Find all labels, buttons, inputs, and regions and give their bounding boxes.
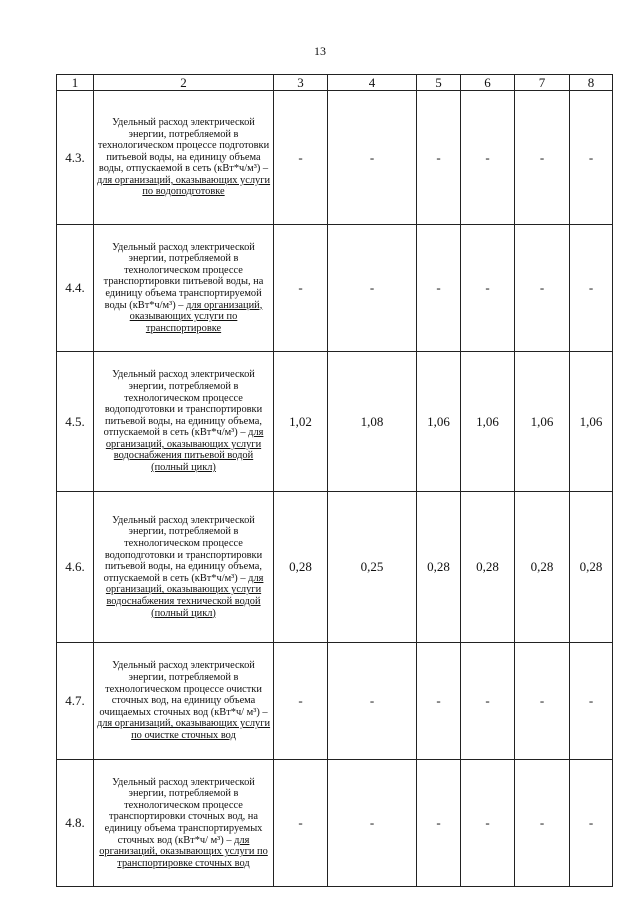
value-cell: - xyxy=(461,91,515,225)
row-number: 4.3. xyxy=(57,91,94,225)
value-cell: - xyxy=(515,643,570,760)
header-col-2: 2 xyxy=(94,75,274,91)
header-col-3: 3 xyxy=(274,75,328,91)
table-row xyxy=(57,91,613,225)
value-cell: 0,28 xyxy=(515,492,570,643)
value-cell: - xyxy=(461,643,515,760)
value-cell: - xyxy=(417,91,461,225)
value-cell: - xyxy=(417,643,461,760)
value-cell: - xyxy=(515,91,570,225)
value-cell: - xyxy=(328,225,417,352)
table-row xyxy=(57,760,613,887)
value-cell: 0,28 xyxy=(274,492,328,643)
table-row xyxy=(57,225,613,352)
value-cell: 1,06 xyxy=(570,352,613,492)
header-col-8: 8 xyxy=(570,75,613,91)
header-col-6: 6 xyxy=(461,75,515,91)
value-cell: - xyxy=(515,760,570,887)
value-cell: - xyxy=(274,643,328,760)
value-cell: 1,06 xyxy=(461,352,515,492)
value-cell: - xyxy=(570,91,613,225)
value-cell: 1,06 xyxy=(417,352,461,492)
table-row xyxy=(57,643,613,760)
header-col-5: 5 xyxy=(417,75,461,91)
row-number: 4.5. xyxy=(57,352,94,492)
header-col-1: 1 xyxy=(57,75,94,91)
value-cell: - xyxy=(515,225,570,352)
value-cell: - xyxy=(417,760,461,887)
row-number: 4.8. xyxy=(57,760,94,887)
row-description: Удельный расход электрической энергии, потребляемой в технологическом процессе транспортировки сточных вод, на единицу объема транспортируемых сточных вод (кВт*ч/ м³) – для организаций, оказывающих услуги по транспортировке сточных вод xyxy=(94,760,274,887)
value-cell: - xyxy=(570,225,613,352)
value-cell: - xyxy=(274,760,328,887)
value-cell: 0,28 xyxy=(570,492,613,643)
value-cell: 0,25 xyxy=(328,492,417,643)
table-row xyxy=(57,492,613,643)
value-cell: - xyxy=(570,643,613,760)
row-description: Удельный расход электрической энергии, потребляемой в технологическом процессе водоподготовки и транспортировки питьевой воды, на единицу объема, отпускаемой в сеть (кВт*ч/м³) – для организаций, оказывающих услуги водоснабжения питьевой водой (полный цикл) xyxy=(94,352,274,492)
table-header-row xyxy=(57,75,613,91)
value-cell: - xyxy=(417,225,461,352)
value-cell: 0,28 xyxy=(461,492,515,643)
value-cell: - xyxy=(328,643,417,760)
row-description: Удельный расход электрической энергии, потребляемой в технологическом процессе водоподготовки и транспортировки питьевой воды, на единицу объема, отпускаемой в сеть (кВт*ч/м³) – для организаций, оказывающих услуги водоснабжения технической водой (полный цикл) xyxy=(94,492,274,643)
row-number: 4.7. xyxy=(57,643,94,760)
row-description: Удельный расход электрической энергии, потребляемой в технологическом процессе подготовки питьевой воды, на единицу объема воды, отпускаемой в сеть (кВт*ч/м³) – для организаций, оказывающих услуги по водоподготовке xyxy=(94,91,274,225)
header-col-4: 4 xyxy=(328,75,417,91)
value-cell: - xyxy=(274,225,328,352)
row-description: Удельный расход электрической энергии, потребляемой в технологическом процессе транспортировки питьевой воды, на единицу объема транспортируемой воды (кВт*ч/м³) – для организаций, оказывающих услуги по транспортировке xyxy=(94,225,274,352)
page-number: 13 xyxy=(314,44,326,58)
table-row xyxy=(57,352,613,492)
value-cell: - xyxy=(328,760,417,887)
value-cell: 1,08 xyxy=(328,352,417,492)
value-cell: 0,28 xyxy=(417,492,461,643)
row-number: 4.6. xyxy=(57,492,94,643)
value-cell: - xyxy=(274,91,328,225)
value-cell: - xyxy=(461,760,515,887)
header-col-7: 7 xyxy=(515,75,570,91)
indicator-table xyxy=(56,74,613,887)
value-cell: - xyxy=(328,91,417,225)
row-number: 4.4. xyxy=(57,225,94,352)
value-cell: 1,06 xyxy=(515,352,570,492)
row-description: Удельный расход электрической энергии, потребляемой в технологическом процессе очистки сточных вод, на единицу объема очищаемых сточных вод (кВт*ч/ м³) – для организаций, оказывающих услуги по очистке сточных вод xyxy=(94,643,274,760)
value-cell: 1,02 xyxy=(274,352,328,492)
value-cell: - xyxy=(461,225,515,352)
value-cell: - xyxy=(570,760,613,887)
